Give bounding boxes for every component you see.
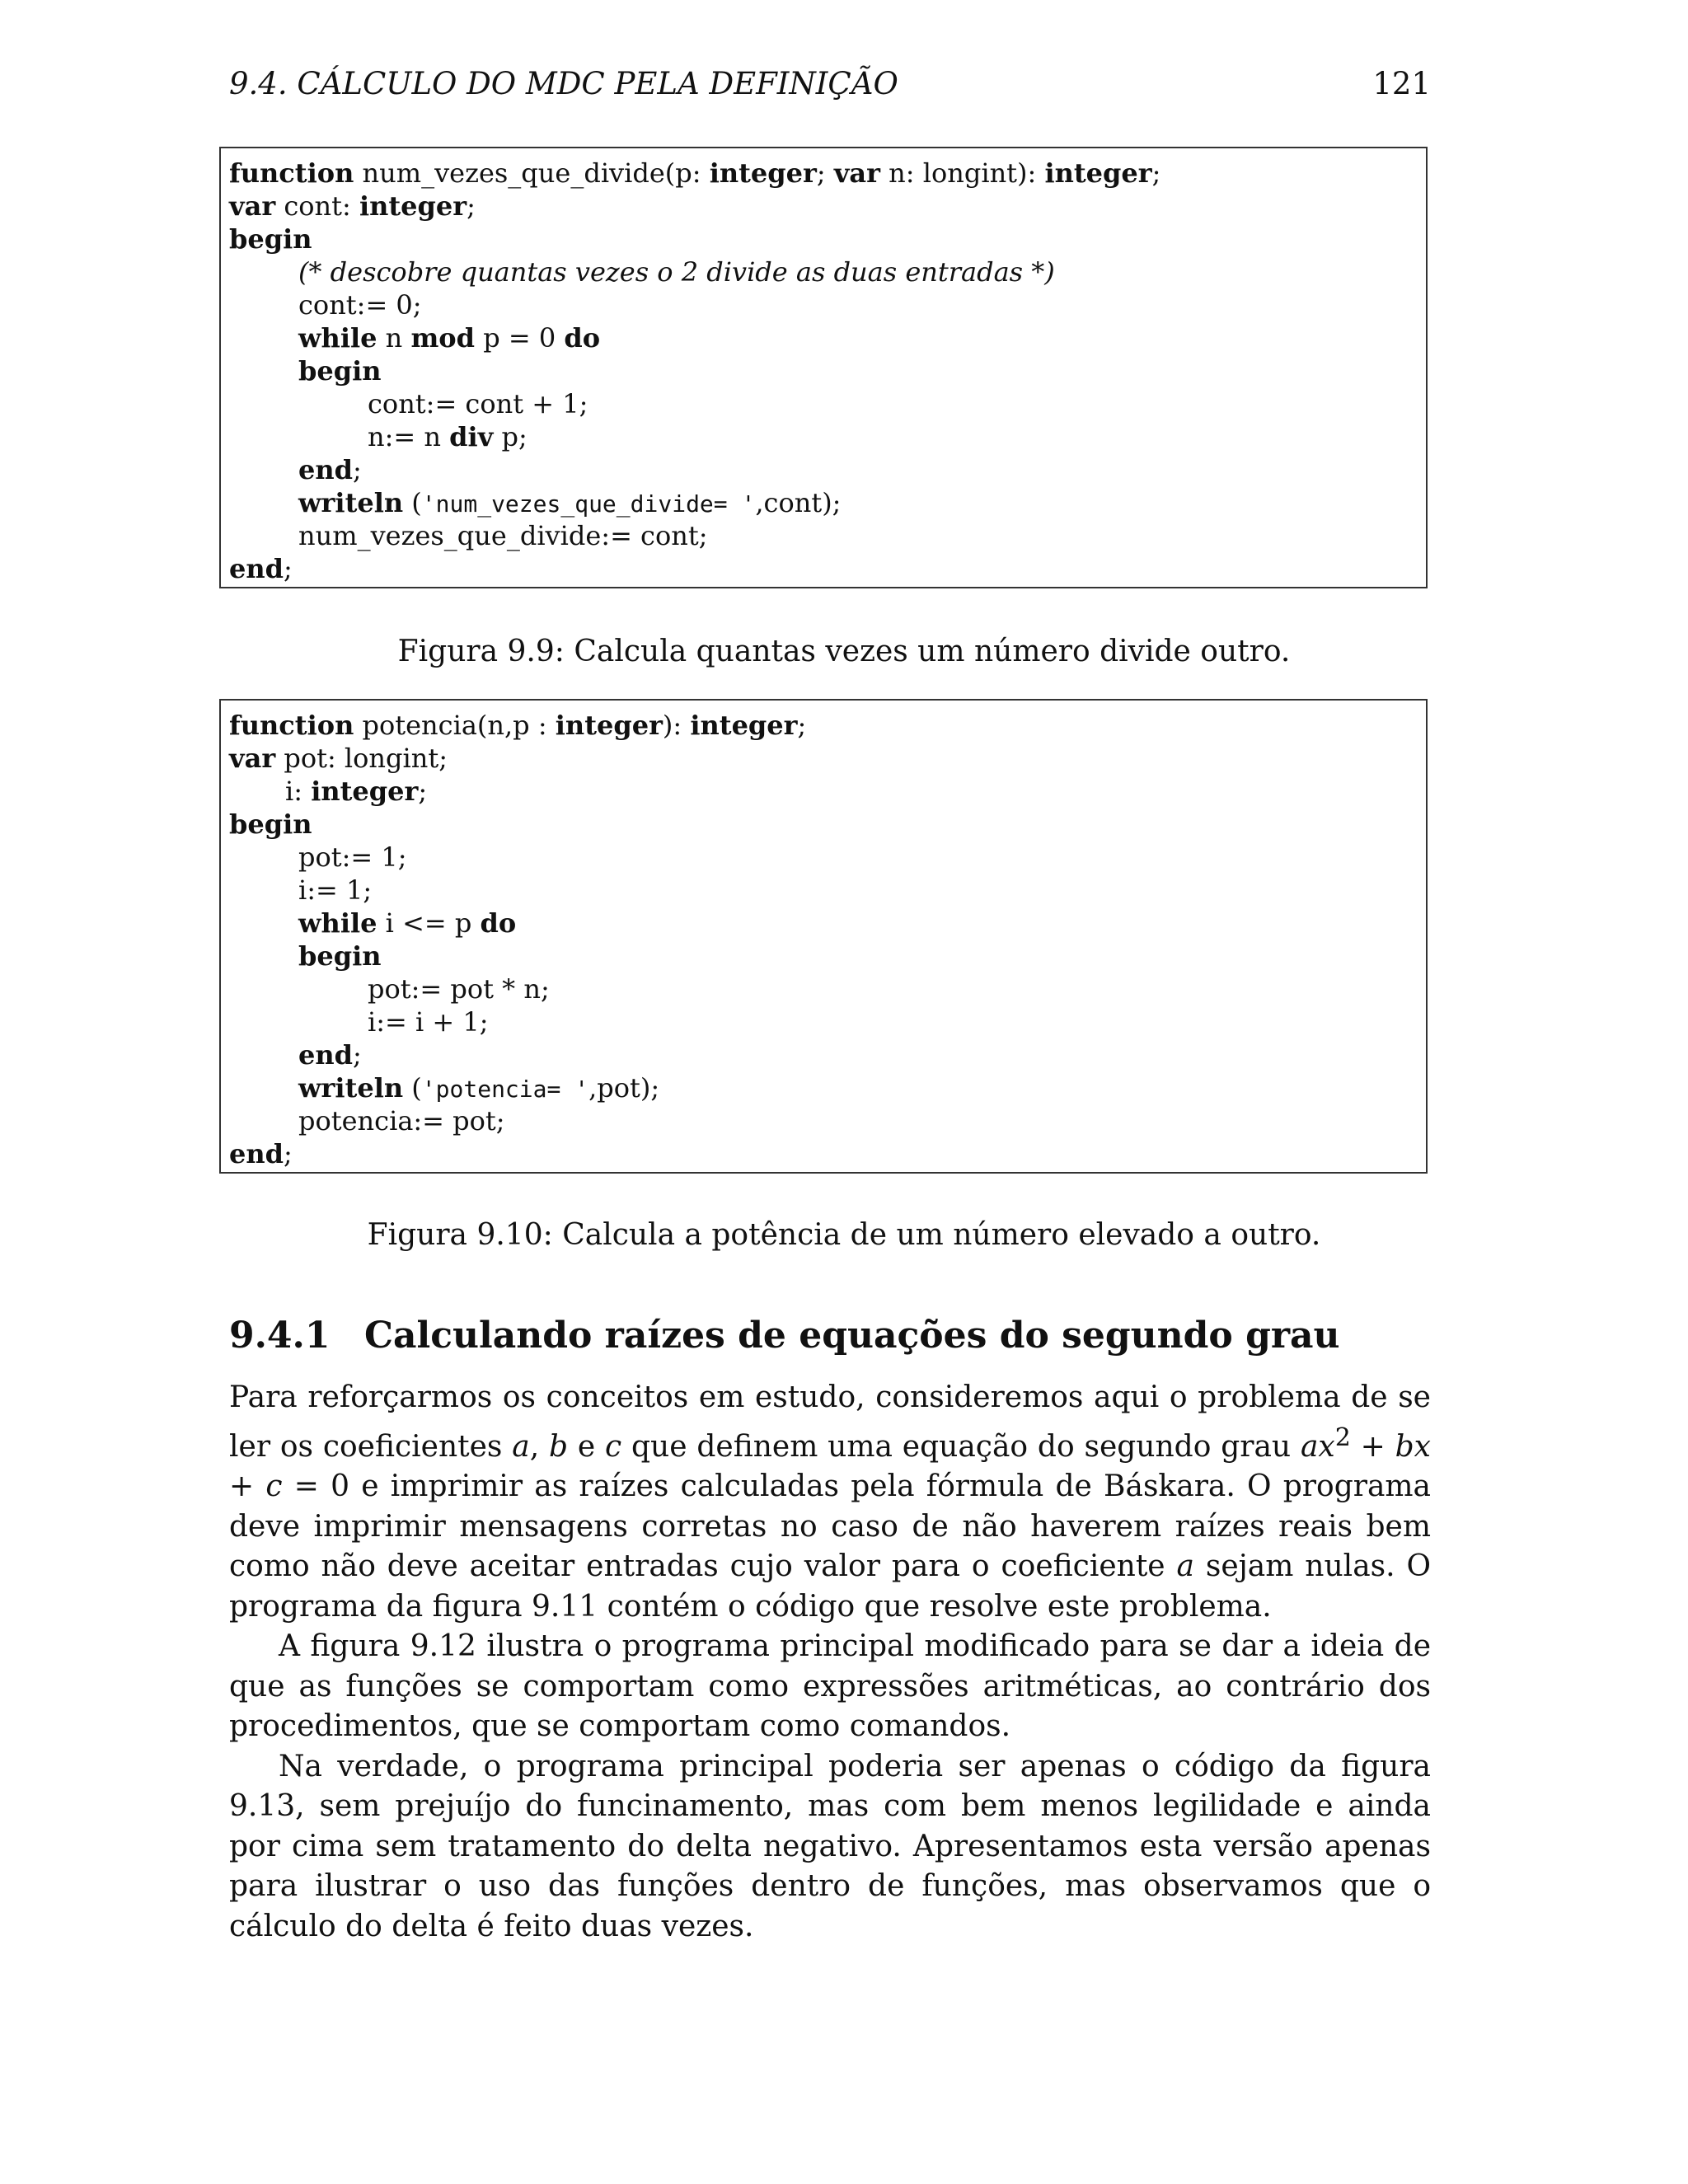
keyword: var	[229, 743, 276, 774]
code-text: (	[403, 487, 422, 518]
code-line	[229, 841, 1426, 874]
code-text: pot:= 1;	[298, 841, 407, 873]
math-var: ax	[1300, 1429, 1335, 1464]
code-text: i <= p	[377, 907, 481, 939]
code-line	[229, 157, 1426, 190]
math-var: c	[605, 1429, 622, 1464]
code-line	[229, 519, 1426, 552]
keyword: begin	[229, 808, 312, 840]
code-text: cont:	[275, 190, 359, 222]
keyword: end	[229, 1138, 284, 1169]
keyword: begin	[298, 355, 382, 387]
running-header	[229, 66, 1431, 112]
math-op: = 0	[282, 1469, 350, 1503]
code-text: ):	[662, 710, 691, 741]
code-line	[229, 321, 1426, 354]
code-line	[229, 808, 1426, 841]
code-text: pot: longint;	[275, 743, 448, 774]
code-text: p = 0	[475, 322, 565, 354]
keyword: writeln	[298, 487, 404, 518]
math-var: a	[1176, 1549, 1194, 1583]
code-text: ;	[418, 776, 428, 807]
code-text: n: longint):	[880, 157, 1045, 189]
code-line	[229, 907, 1426, 940]
section-heading	[229, 1315, 1340, 1357]
code-text: ;	[353, 454, 362, 485]
keyword: integer	[690, 710, 798, 741]
keyword: end	[298, 454, 353, 485]
math-exponent: 2	[1334, 1422, 1351, 1452]
math-var: bx	[1395, 1429, 1431, 1464]
text-run: e	[568, 1429, 605, 1464]
keyword: while	[298, 322, 377, 354]
text-run: Para reforçarmos os conceitos em estudo, consideremos aqui o problema de se ler os coeficientes	[229, 1380, 1431, 1464]
code-text: ,cont);	[755, 487, 842, 518]
math-var: a	[512, 1429, 530, 1464]
keyword: integer	[359, 190, 467, 222]
paragraph	[229, 1378, 1431, 1627]
text-run: sejam nulas. O programa da figura 9.11 contém o código que resolve este problema.	[229, 1549, 1431, 1624]
code-text: cont:= cont + 1;	[368, 388, 588, 419]
code-line	[229, 874, 1426, 907]
code-text: ;	[797, 710, 807, 741]
code-line	[229, 486, 1426, 519]
code-text: ;	[816, 157, 834, 189]
keyword: writeln	[298, 1072, 404, 1104]
code-line	[229, 190, 1426, 223]
keyword: do	[564, 322, 601, 354]
code-listing-fig-9-9	[219, 147, 1428, 588]
keyword: integer	[311, 776, 419, 807]
code-line	[229, 709, 1426, 742]
text-run: ,	[529, 1429, 549, 1464]
code-text: ;	[467, 190, 476, 222]
paragraph: A figura 9.12 ilustra o programa principal modificado para se dar a ideia de que as funções se comportam como expressões aritméticas, ao contrário dos procedimentos, que se comportam como comandos.	[229, 1629, 1431, 1743]
code-line	[229, 453, 1426, 486]
code-line	[229, 1038, 1426, 1071]
code-text: num_vezes_que_divide:= cont;	[298, 520, 708, 551]
code-text: (	[403, 1072, 422, 1104]
keyword: while	[298, 907, 377, 939]
code-text: i:	[285, 776, 312, 807]
code-text: cont:= 0;	[298, 289, 422, 321]
figure-caption: Figura 9.9: Calcula quantas vezes um número divide outro.	[397, 635, 1291, 668]
keyword: var	[229, 190, 276, 222]
figure-caption: Figura 9.10: Calcula a potência de um número elevado a outro.	[367, 1218, 1321, 1252]
code-line	[229, 1104, 1426, 1137]
section-number: 9.4.1	[229, 1315, 331, 1357]
math-var: b	[548, 1429, 569, 1464]
code-text: i:= i + 1;	[368, 1006, 489, 1038]
keyword: begin	[229, 223, 312, 255]
code-line	[229, 940, 1426, 972]
code-line	[229, 742, 1426, 775]
code-text: pot:= pot * n;	[368, 973, 550, 1005]
code-text: ;	[284, 1138, 293, 1169]
code-line	[229, 972, 1426, 1005]
code-line	[229, 1005, 1426, 1038]
code-line	[229, 354, 1426, 387]
page-number: 121	[1372, 66, 1431, 101]
keyword: end	[298, 1039, 353, 1071]
code-text: ,pot);	[588, 1072, 660, 1104]
code-line	[229, 288, 1426, 321]
header-section-title: 9.4. CÁLCULO DO MDC PELA DEFINIÇÃO	[229, 66, 898, 101]
math-op: +	[229, 1469, 266, 1503]
keyword: function	[229, 157, 354, 189]
code-text: n:= n	[368, 421, 450, 452]
code-text: num_vezes_que_divide(p:	[354, 157, 710, 189]
code-text: n	[377, 322, 411, 354]
code-line	[229, 552, 1426, 585]
keyword: integer	[709, 157, 817, 189]
keyword: begin	[298, 940, 382, 972]
code-line	[229, 255, 1426, 288]
keyword: integer	[1044, 157, 1152, 189]
keyword: mod	[410, 322, 476, 354]
code-text: potencia(n,p :	[354, 710, 556, 741]
code-line	[229, 387, 1426, 420]
keyword: integer	[555, 710, 663, 741]
code-text: ;	[353, 1039, 362, 1071]
code-listing-fig-9-10	[219, 699, 1428, 1174]
keyword: var	[833, 157, 880, 189]
code-line	[229, 1137, 1426, 1170]
math-var: c	[265, 1469, 283, 1503]
code-text: ;	[1151, 157, 1161, 189]
math-op: +	[1350, 1429, 1395, 1464]
keyword: function	[229, 710, 354, 741]
string-literal: 'potencia= '	[421, 1076, 589, 1103]
code-line	[229, 775, 1426, 808]
text-run: e imprimir as raízes calculadas pela fórmula de Báskara. O programa deve imprimir mensagens corretas no caso de não haverem raízes reais bem como não deve aceitar entradas cujo valor para o coeficiente	[229, 1469, 1432, 1583]
keyword: end	[229, 553, 284, 584]
body-text	[229, 1378, 1431, 1947]
code-line	[229, 420, 1426, 453]
keyword: do	[480, 907, 517, 939]
text-run: que definem uma equação do segundo grau	[621, 1429, 1301, 1464]
paragraph: Na verdade, o programa principal poderia ser apenas o código da figura 9.13, sem prejuíjo do funcinamento, mas com bem menos legilidade e ainda por cima sem tratamento do delta negativo. Apresentamos esta versão apenas para ilustrar o uso das funções dentro de funções, mas observamos que o cálculo do delta é feito duas vezes.	[229, 1749, 1431, 1943]
code-line	[229, 223, 1426, 255]
code-text: ;	[284, 553, 293, 584]
code-text: p;	[493, 421, 528, 452]
section-title: Calculando raízes de equações do segundo grau	[364, 1315, 1340, 1357]
code-line	[229, 1071, 1426, 1104]
code-comment: (* descobre quantas vezes o 2 divide as duas entradas *)	[298, 256, 1055, 288]
code-text: i:= 1;	[298, 874, 373, 906]
keyword: div	[449, 421, 494, 452]
code-text: potencia:= pot;	[298, 1105, 505, 1137]
string-literal: 'num_vezes_que_divide= '	[421, 490, 756, 518]
